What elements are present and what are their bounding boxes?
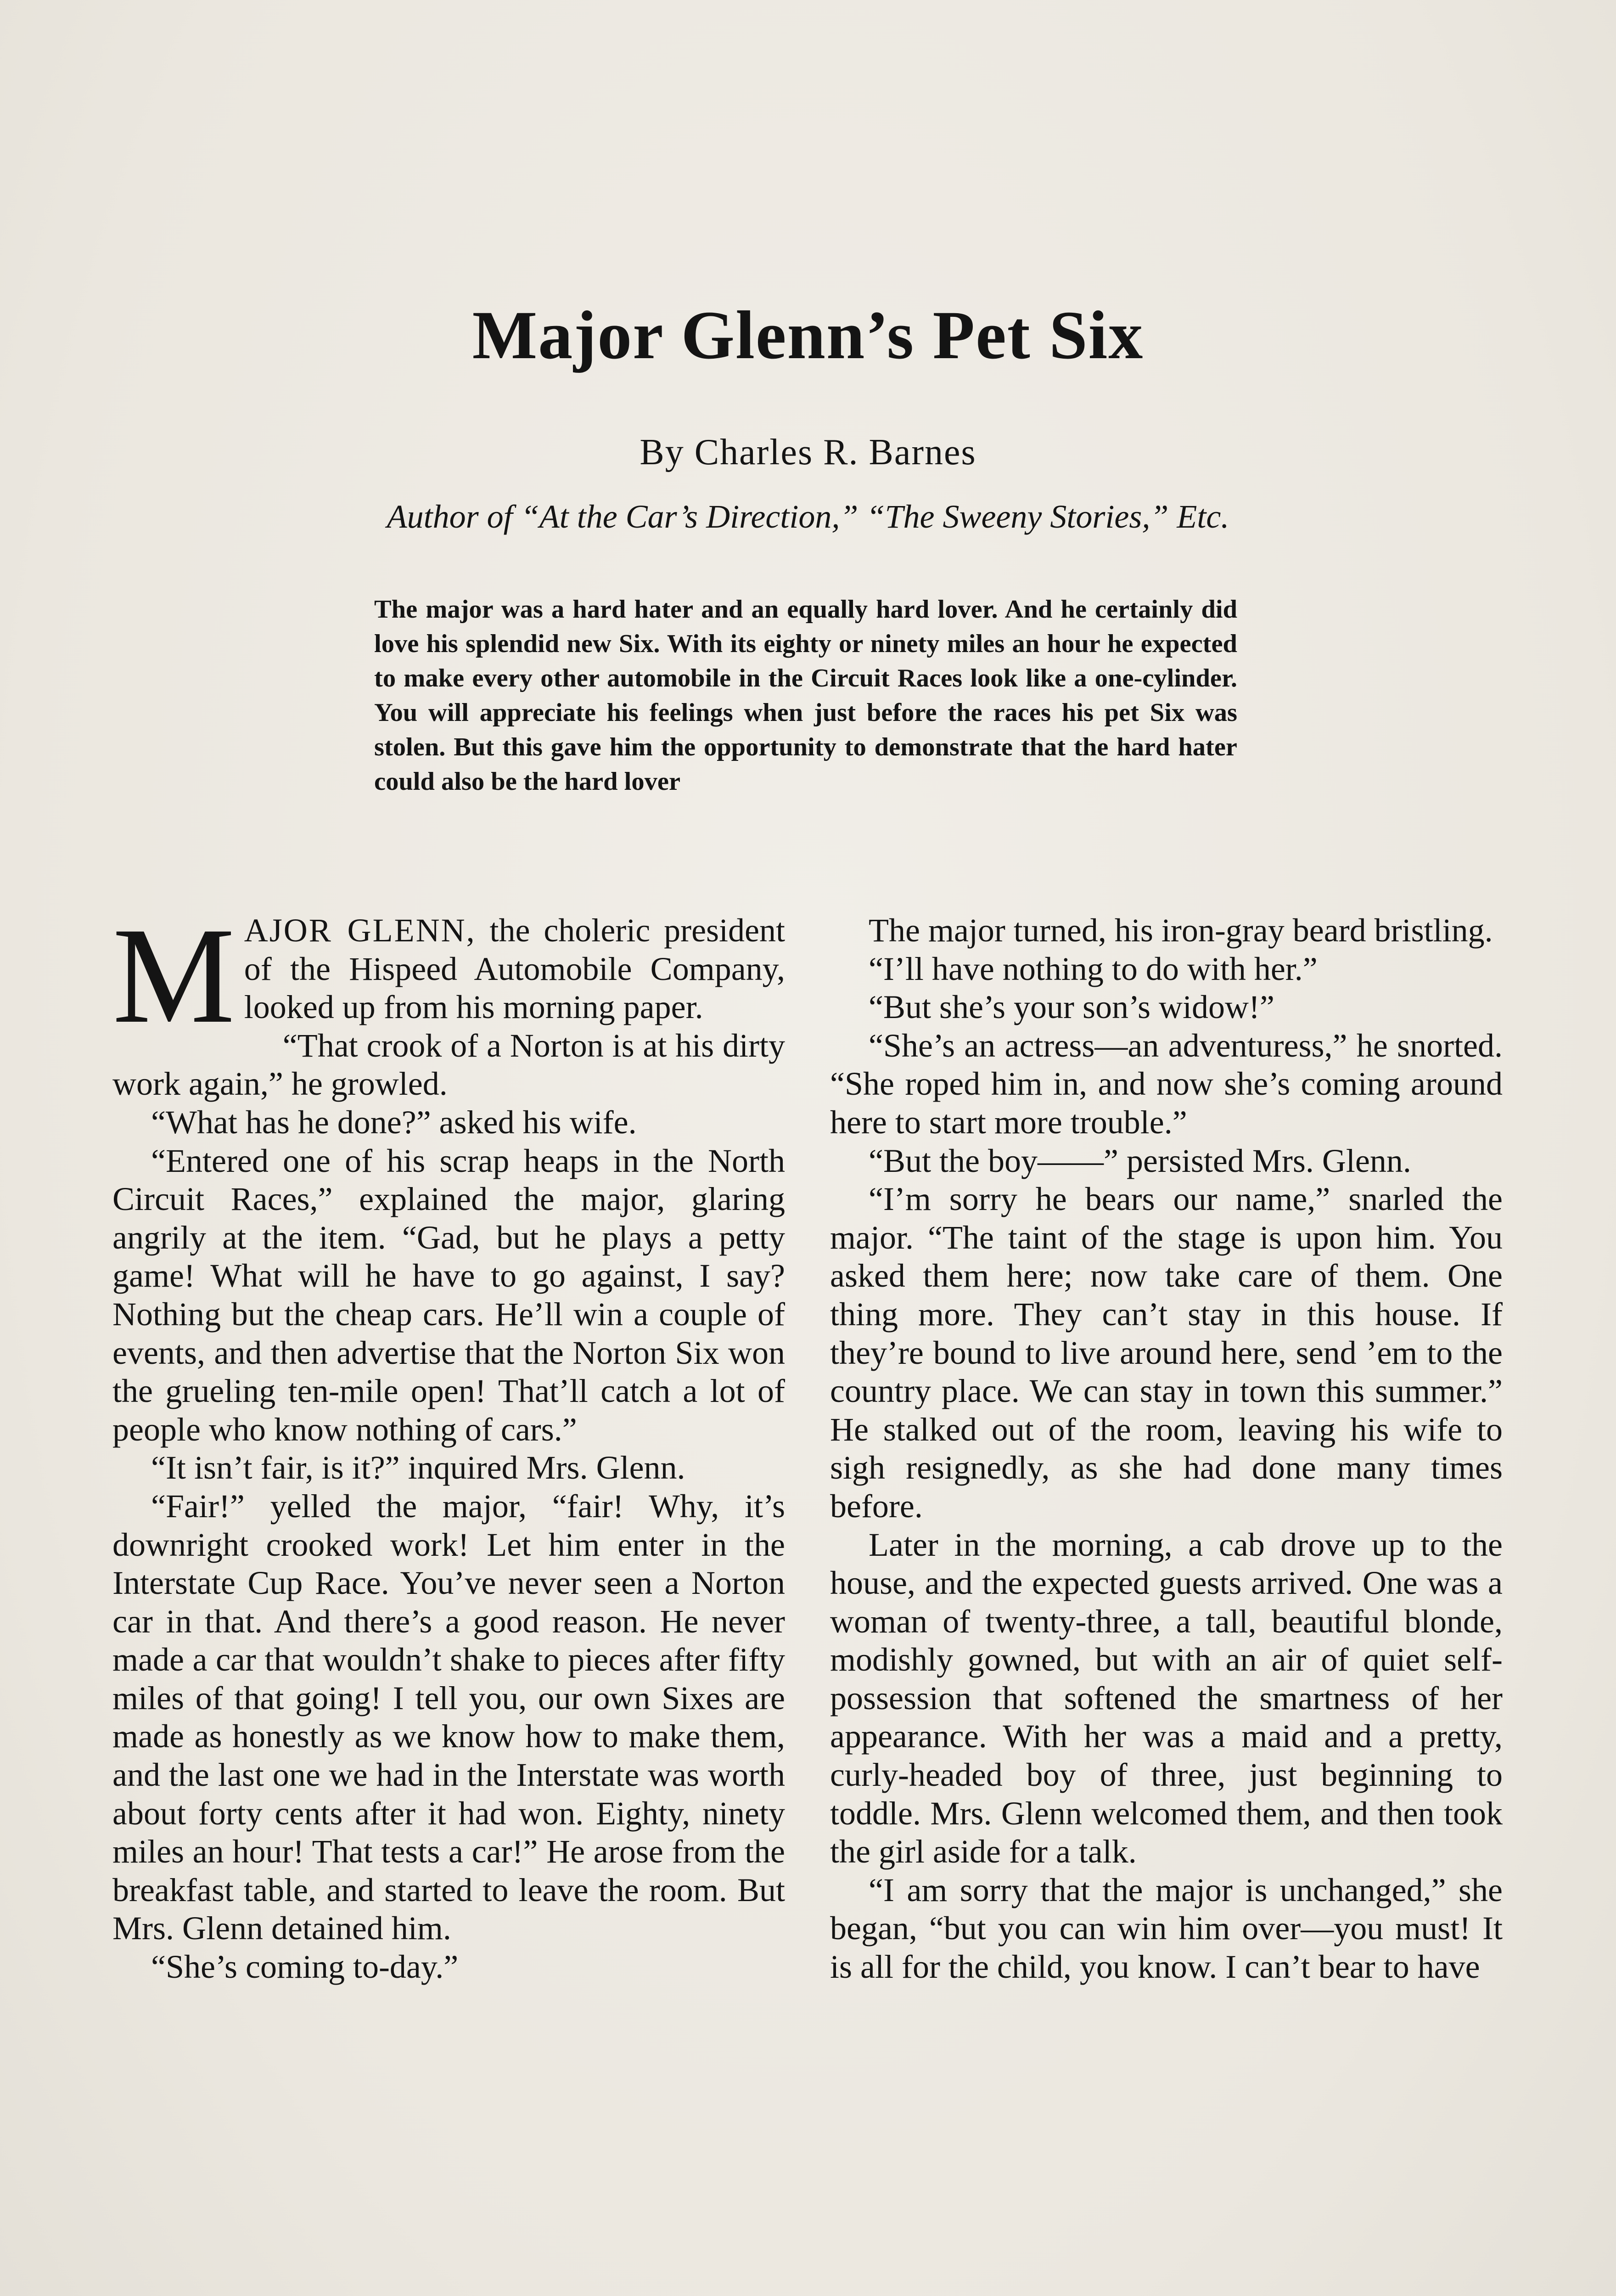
author-note: Author of “At the Car’s Direction,” “The Sweeny Stories,” Etc. [387,498,1229,535]
drop-cap: M [112,899,235,1052]
left-column [112,899,786,1986]
opening-paragraph [112,899,786,1052]
paragraph: “I’ll have nothing to do with her.” [869,950,1318,987]
byline: By Charles R. Barnes [640,432,976,473]
intro-blurb: The major was a hard hater and an equally hard lover. And he certainly did love his splendid new Six. With its eighty or ninety miles an hour he expected to make every other automobile in the Circuit Races look like a one-cylinder. You will appreciate his feelings when just before the races his pet Six was stolen. But this gave him the opportunity to demonstrate that the hard hater could also be the hard lover [374,595,1237,796]
paragraph: “It isn’t fair, is it?” inquired Mrs. Glenn. [151,1449,685,1486]
paragraph: “She’s an actress—an adventuress,” he snorted. “She roped him in, and now she’s coming around here to start more trouble.” [830,1027,1503,1141]
paragraph: “That crook of a Norton is at his dirty work again,” he growled. [112,1027,785,1103]
paragraph: “I’m sorry he bears our name,” snarled the major. “The taint of the stage is upon him. You asked them here; now take care of them. One thing more. They can’t stay in this house. If they’re bound to live around here, send ’em to the country place. We can stay in town this summer.” He stalked out of the room, leaving his wife to sigh resignedly, as she had done many times before. [830,1181,1503,1525]
paragraph: “Entered one of his scrap heaps in the North Circuit Races,” explained the major, glaring angrily at the item. “Gad, but he plays a petty game! What will he have to go against, I say? Nothing but the cheap cars. He’ll win a couple of events, and then advertise that the Norton Six won the grueling ten-mile open! That’ll catch a lot of people who know nothing of cars.” [112,1142,785,1448]
paragraph: Later in the morning, a cab drove up to the house, and the expected guests arrived. One was a woman of twenty-three, a tall, beautiful blonde, modishly gowned, but with an air of quiet self-possession that softened the smartness of her appearance. With her was a maid and a pretty, curly-headed boy of three, just beginning to toddle. Mrs. Glenn welcomed them, and then took the girl aside for a talk. [830,1526,1503,1870]
paragraph: “She’s coming to-day.” [151,1948,459,1986]
paragraph: “I am sorry that the major is unchanged,” she began, “but you can win him over—you must! It is all for the child, you know. I can’t bear to have [830,1871,1503,1986]
opening-caps: AJOR GLENN, [244,912,476,949]
paragraph: “But the boy——” persisted Mrs. Glenn. [869,1142,1411,1179]
paragraph: “What has he done?” asked his wife. [151,1103,637,1141]
opening-text: the choleric president of the Hispeed Automobile Company, looked up from his morning paper. [244,912,786,1026]
paragraph: The major turned, his iron-gray beard bristling. [869,912,1493,949]
paragraph: “But she’s your son’s widow!” [869,989,1274,1026]
paragraph: “Fair!” yelled the major, “fair! Why, it’s downright crooked work! Let him enter in the Interstate Cup Race. You’ve never seen a Norton car in that. And there’s a good reason. He never made a car that wouldn’t shake to pieces after fifty miles of that going! I tell you, our own Sixes are made as honestly as we know how to make them, and the last one we had in the Interstate was worth about forty cents after it had won. Eighty, ninety miles an hour! That tests a car!” He arose from the breakfast table, and started to leave the room. But Mrs. Glenn detained him. [112,1487,785,1947]
right-column [830,912,1503,1986]
story-title: Major Glenn’s Pet Six [472,297,1144,373]
